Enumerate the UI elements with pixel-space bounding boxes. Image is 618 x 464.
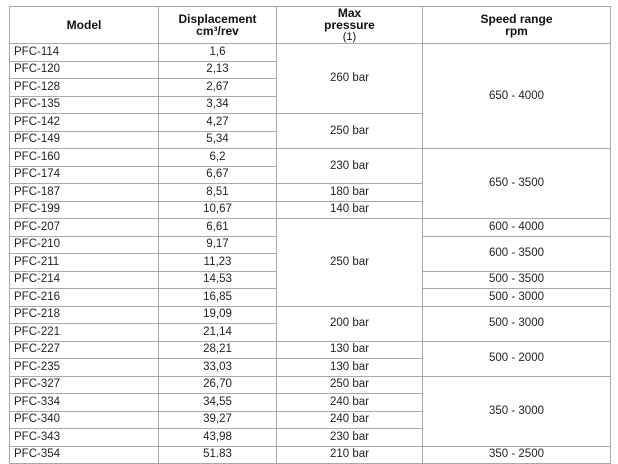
cell-displacement: 26,70 xyxy=(159,376,277,394)
cell-speed-range: 650 - 3500 xyxy=(423,149,611,219)
cell-max-pressure: 240 bar xyxy=(277,394,423,412)
cell-displacement: 6,67 xyxy=(159,166,277,184)
cell-max-pressure: 250 bar xyxy=(277,219,423,307)
header-max-pressure-label-2: pressure xyxy=(324,18,375,32)
cell-model: PFC-149 xyxy=(10,131,159,149)
header-model: Model xyxy=(10,7,159,44)
cell-displacement: 14,53 xyxy=(159,271,277,289)
header-speed-range xyxy=(423,7,611,44)
cell-max-pressure: 130 bar xyxy=(277,341,423,359)
cell-speed-range: 600 - 4000 xyxy=(423,219,611,237)
table-body xyxy=(10,44,611,464)
header-displacement-label: Displacement xyxy=(178,12,257,26)
header-row xyxy=(10,7,611,44)
cell-max-pressure: 130 bar xyxy=(277,359,423,377)
cell-speed-range: 600 - 3500 xyxy=(423,236,611,271)
cell-max-pressure: 250 bar xyxy=(277,376,423,394)
cell-displacement: 16,85 xyxy=(159,289,277,307)
table-row xyxy=(10,446,611,464)
cell-displacement: 1,6 xyxy=(159,44,277,62)
cell-speed-range: 350 - 2500 xyxy=(423,446,611,464)
cell-model: PFC-216 xyxy=(10,289,159,307)
cell-speed-range: 500 - 2000 xyxy=(423,341,611,376)
cell-model: PFC-327 xyxy=(10,376,159,394)
pump-spec-table xyxy=(9,6,611,464)
cell-model: PFC-334 xyxy=(10,394,159,412)
cell-displacement: 21,14 xyxy=(159,324,277,342)
cell-model: PFC-214 xyxy=(10,271,159,289)
cell-displacement: 4,27 xyxy=(159,114,277,132)
cell-max-pressure: 210 bar xyxy=(277,446,423,464)
table-row xyxy=(10,341,611,359)
header-displacement xyxy=(159,7,277,44)
table-row xyxy=(10,44,611,62)
cell-model: PFC-227 xyxy=(10,341,159,359)
cell-model: PFC-135 xyxy=(10,96,159,114)
cell-displacement: 6,61 xyxy=(159,219,277,237)
cell-max-pressure: 250 bar xyxy=(277,114,423,149)
cell-max-pressure: 180 bar xyxy=(277,184,423,202)
cell-model: PFC-199 xyxy=(10,201,159,219)
cell-model: PFC-354 xyxy=(10,446,159,464)
cell-speed-range: 500 - 3500 xyxy=(423,271,611,289)
cell-displacement: 34,55 xyxy=(159,394,277,412)
cell-displacement: 2,67 xyxy=(159,79,277,97)
cell-model: PFC-218 xyxy=(10,306,159,324)
cell-model: PFC-187 xyxy=(10,184,159,202)
cell-model: PFC-174 xyxy=(10,166,159,184)
cell-max-pressure: 140 bar xyxy=(277,201,423,219)
cell-displacement: 10,67 xyxy=(159,201,277,219)
cell-displacement: 33,03 xyxy=(159,359,277,377)
cell-speed-range: 350 - 3000 xyxy=(423,376,611,446)
cell-model: PFC-221 xyxy=(10,324,159,342)
cell-displacement: 28,21 xyxy=(159,341,277,359)
cell-model: PFC-207 xyxy=(10,219,159,237)
table-row xyxy=(10,306,611,324)
cell-model: PFC-343 xyxy=(10,429,159,447)
cell-speed-range: 500 - 3000 xyxy=(423,289,611,307)
header-displacement-unit: cm³/rev xyxy=(196,24,239,38)
cell-displacement: 51.83 xyxy=(159,446,277,464)
header-max-pressure-label: Max xyxy=(337,6,362,20)
cell-speed-range: 500 - 3000 xyxy=(423,306,611,341)
table-row xyxy=(10,219,611,237)
cell-model: PFC-340 xyxy=(10,411,159,429)
cell-speed-range: 650 - 4000 xyxy=(423,44,611,149)
cell-displacement: 5,34 xyxy=(159,131,277,149)
cell-displacement: 6,2 xyxy=(159,149,277,167)
header-max-pressure xyxy=(277,7,423,44)
cell-displacement: 2,13 xyxy=(159,61,277,79)
cell-max-pressure: 230 bar xyxy=(277,429,423,447)
cell-model: PFC-120 xyxy=(10,61,159,79)
cell-max-pressure: 200 bar xyxy=(277,306,423,341)
cell-max-pressure: 230 bar xyxy=(277,149,423,184)
cell-displacement: 11,23 xyxy=(159,254,277,272)
cell-displacement: 3,34 xyxy=(159,96,277,114)
header-speed-range-unit: rpm xyxy=(505,24,528,38)
cell-displacement: 43,98 xyxy=(159,429,277,447)
cell-model: PFC-235 xyxy=(10,359,159,377)
cell-displacement: 39,27 xyxy=(159,411,277,429)
cell-displacement: 9,17 xyxy=(159,236,277,254)
cell-displacement: 19,09 xyxy=(159,306,277,324)
table-row xyxy=(10,376,611,394)
header-max-pressure-note: (1) xyxy=(342,31,357,43)
table-row xyxy=(10,149,611,167)
cell-model: PFC-211 xyxy=(10,254,159,272)
cell-model: PFC-114 xyxy=(10,44,159,62)
cell-displacement: 8,51 xyxy=(159,184,277,202)
cell-model: PFC-210 xyxy=(10,236,159,254)
cell-model: PFC-128 xyxy=(10,79,159,97)
cell-model: PFC-142 xyxy=(10,114,159,132)
cell-max-pressure: 240 bar xyxy=(277,411,423,429)
header-speed-range-label: Speed range xyxy=(480,12,553,26)
cell-model: PFC-160 xyxy=(10,149,159,167)
cell-max-pressure: 260 bar xyxy=(277,44,423,114)
